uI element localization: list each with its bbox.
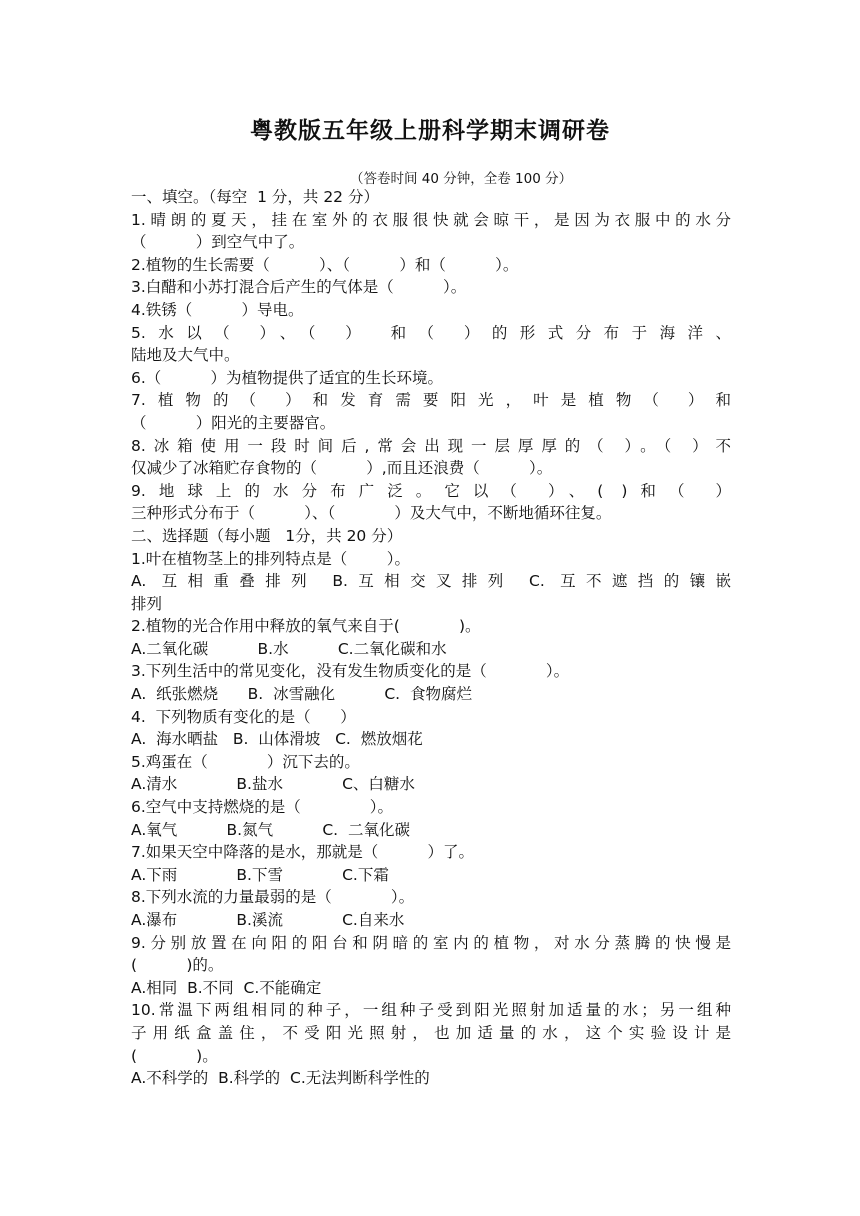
text-line: 2.植物的生长需要（ ）、（ ）和（ ）。 — [131, 255, 519, 274]
text-line: 3.下列生活中的常见变化，没有发生物质变化的是（ ）。 — [131, 662, 570, 681]
question-body — [131, 186, 731, 1090]
text-line: A. 海水晒盐 B. 山体滑坡 C. 燃放烟花 — [131, 730, 423, 749]
text-line: A.相同 B.不同 C.不能确定 — [131, 978, 322, 997]
text-line: 仅减少了冰箱贮存食物的（ ）,而且还浪费（ ）。 — [131, 459, 553, 478]
text-line: 8.下列水流的力量最弱的是（ ）。 — [131, 888, 415, 907]
text-line: 2.植物的光合作用中释放的氧气来自于( )。 — [131, 617, 481, 636]
page-title: 粤教版五年级上册科学期末调研卷 — [250, 118, 610, 144]
text-line: 4. 下列物质有变化的是（ ） — [131, 707, 356, 726]
text-line: （ ）阳光的主要器官。 — [131, 413, 336, 432]
text-line: A.氧气 B.氮气 C. 二氧化碳 — [131, 820, 410, 839]
text-line: 10.常温下两组相同的种子，一组种子受到阳光照射加适量的水；另一组种 — [131, 1001, 731, 1020]
text-line: 6.（ ）为植物提供了适宜的生长环境。 — [131, 368, 444, 387]
exam-info: （答卷时间 40 分钟，全卷 100 分） — [350, 171, 573, 187]
text-line: ( )。 — [131, 1046, 218, 1065]
text-line: 陆地及大气中。 — [131, 346, 240, 365]
text-line: 7.植物的（ ）和发育需要阳光，叶是植物（ ）和 — [131, 391, 731, 410]
text-line: 二、选择题（每小题 1分，共 20 分） — [131, 526, 403, 545]
text-line: 1.叶在植物茎上的排列特点是（ ）。 — [131, 549, 410, 568]
text-line: 排列 — [131, 594, 163, 613]
text-line: 4.铁锈（ ）导电。 — [131, 300, 304, 319]
text-line: A. 纸张燃烧 B. 冰雪融化 C. 食物腐烂 — [131, 685, 472, 704]
text-line: A.二氧化碳 B.水 C.二氧化碳和水 — [131, 639, 447, 658]
text-line: A.不科学的 B.科学的 C.无法判断科学性的 — [131, 1069, 430, 1088]
text-line: ( )的。 — [131, 956, 224, 975]
text-line: A.下雨 B.下雪 C.下霜 — [131, 865, 389, 884]
text-line: 8.冰箱使用一段时间后,常会出现一层厚厚的（ ）。（ ）不 — [131, 436, 731, 455]
text-line: 一、填空。（每空 1 分，共 22 分） — [131, 188, 379, 206]
text-line: 6.空气中支持燃烧的是（ ）。 — [131, 798, 394, 817]
text-line: 5.鸡蛋在（ ）沉下去的。 — [131, 752, 360, 771]
text-line: 子用纸盒盖住，不受阳光照射，也加适量的水，这个实验设计是 — [131, 1023, 731, 1042]
text-line: 3.白醋和小苏打混合后产生的气体是（ ）。 — [131, 278, 467, 297]
text-line: （ ）到空气中了。 — [131, 233, 305, 252]
text-line: 9.分别放置在向阳的阳台和阴暗的室内的植物，对水分蒸腾的快慢是 — [131, 933, 731, 952]
text-line: A.清水 B.盐水 C、白糖水 — [131, 775, 415, 794]
text-line: A.瀑布 B.溪流 C.自来水 — [131, 911, 405, 929]
text-line: 1.晴朗的夏天，挂在室外的衣服很快就会晾干，是因为衣服中的水分 — [131, 210, 731, 229]
text-line: 三种形式分布于（ ）、（ ）及大气中，不断地循环往复。 — [131, 504, 612, 523]
text-line: 5.水以（ ）、（ ） 和（ ）的形式分布于海洋、 — [131, 323, 731, 342]
text-line: 9.地球上的水分布广泛。它以（ ）、( )和（ ） — [131, 481, 731, 500]
text-line: A. 互相重叠排列 B.互相交叉排列 C. 互不遮挡的镶嵌 — [131, 572, 731, 591]
text-line: 7.如果天空中降落的是水，那就是（ ）了。 — [131, 843, 475, 862]
